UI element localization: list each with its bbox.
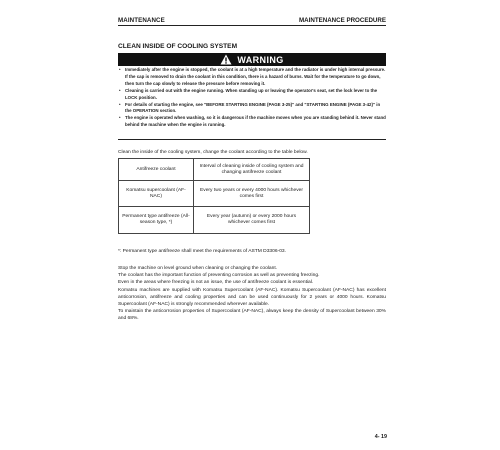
table-header-coolant: Antifreeze coolant	[119, 159, 194, 181]
page-number: 4- 19	[374, 434, 387, 440]
table-header-interval: Interval of cleaning inside of cooling system and changing antifreeze coolant	[194, 159, 310, 181]
warning-list	[118, 67, 386, 129]
table-cell: Permanent type antifreeze (All-season type, *)	[119, 207, 194, 234]
body-paragraph: Komatsu machines are supplied with Komatsu Supercoolant (AF-NAC). Komatsu Supercoolant (AF-NAC) has excellent anticorrosion, antifreeze and cooling properties and can be used continuously for 2 years or 4000 hours. Komatsu Supercoolant (AF-NAC) is strongly recommended wherever available.	[118, 287, 386, 308]
body-paragraph: The coolant has the important function of preventing corrosion as well as preventing freezing.	[118, 273, 320, 279]
warning-divider	[118, 139, 386, 140]
warning-item: • The engine is operated when washing, so it is dangerous if the machine moves when you are standing behind it. Never stand behind the machine when the engine is running.	[118, 115, 386, 129]
body-paragraph: To maintain the anticorrosion properties of Supercoolant (AF-NAC), always keep the density of Supercoolant between 30% and 68%.	[118, 309, 386, 322]
coolant-interval-table	[118, 158, 310, 234]
warning-triangle-icon	[220, 54, 232, 65]
section-title: CLEAN INSIDE OF COOLING SYSTEM	[118, 43, 238, 50]
warning-title: WARNING	[237, 54, 284, 65]
table-row	[119, 207, 310, 234]
table-cell: Every two years or every 4000 hours whichever comes first	[194, 181, 310, 207]
header-chapter: MAINTENANCE	[118, 17, 165, 24]
header-divider	[118, 25, 386, 26]
intro-text: Clean the inside of the cooling system, change the coolant according to the table below.	[118, 150, 308, 155]
body-text	[118, 265, 386, 323]
table-cell: Komatsu supercoolant (AF-NAC)	[119, 181, 194, 207]
body-paragraph: Stop the machine on level ground when cleaning or changing the coolant.	[118, 266, 278, 271]
warning-item: • Cleaning is carried out with the engine running. When standing up or leaving the operator's seat, set the lock lever to the LOCK position.	[118, 88, 386, 102]
warning-banner	[118, 53, 386, 66]
table-row	[119, 181, 310, 207]
header-section: MAINTENANCE PROCEDURE	[299, 17, 386, 24]
warning-item: • Immediately after the engine is stopped, the coolant is at a high temperature and the radiator is under high internal pressure. If the cap is removed to drain the coolant in this condition, there is a hazard of burns. Wait for the temperature to go down, then turn the cap slowly to release the pressure before removing it.	[118, 67, 386, 88]
table-footnote: *: Permanent type antifreeze shall meet the requirements of ASTM D3306-03.	[118, 249, 286, 254]
warning-item: • For details of starting the engine, see "BEFORE STARTING ENGINE (PAGE 3-25)" and "STARTING ENGINE (PAGE 3-42)" in the OPERATION section.	[118, 102, 386, 116]
body-paragraph: Even in the areas where freezing is not an issue, the use of antifreeze coolant is essential.	[118, 280, 314, 286]
table-cell: Every year (autumn) or every 2000 hours whichever comes first	[194, 207, 310, 234]
